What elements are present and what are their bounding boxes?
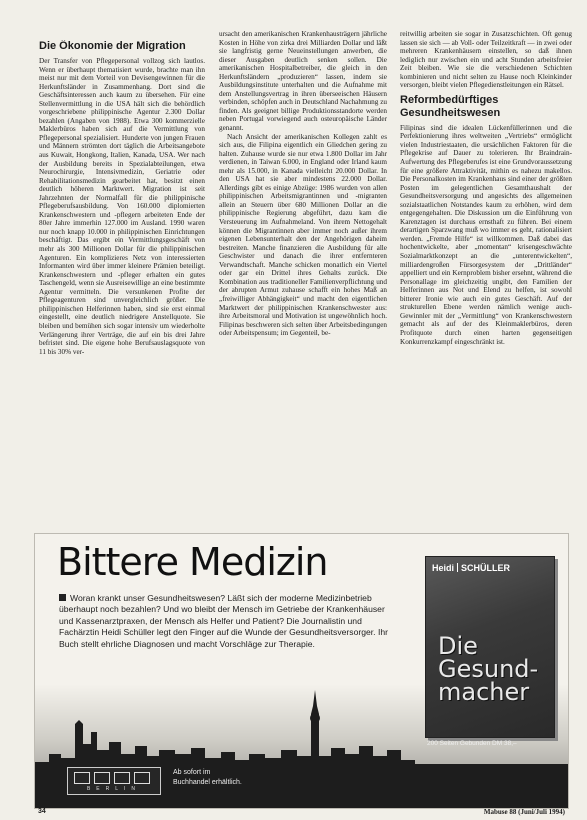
book-title-line: Die — [438, 632, 478, 660]
publisher-logo — [67, 767, 161, 795]
ad-headline: Bittere Medizin — [57, 540, 328, 584]
book-title-line: macher — [438, 678, 530, 706]
logo-box-icon — [74, 772, 90, 784]
section-heading: Reformbedürftiges Gesundheitswesen — [400, 93, 501, 119]
article-paragraph: Der Transfer von Pflegepersonal vollzog sich lautlos. Wenn er überhaupt thematisiert wurde, brachte man ihn meist nur mit dem Vorteil von Devisengewinnen für die Herkunftsländer in Zusammenhang. Dort sind die Geschäftsinteressen auch kaum zu übersehen. Für eine Stellenvermittlung in die USA hält sich die behördlich vorgeschriebene philippinische Agentur 2.300 Dollar bezahlen (Angaben von 1988). Etwa 300 kommerzielle Maklerbüros haben sich auf die Vermittlung von Pflegepersonal spezialisiert. Hunderte von jungen Frauen und Männern strömten dort täglich die Arbeitsangebote aus Kuwait, Hongkong, Italien, Kanada, USA. Wer nach der Ausbildung bereits in Spezialabteilungen, etwa Neurochirurgie, Intensivmedizin, Geriatrie oder Rehabilitationsmedizin gearbeitet hat, besitzt einen deutlich höheren Marktwert. Migration ist seit Jahrzehnten der Normalfall für die philippinische Pflegeberufsausbildung. Von 160.000 diplomierten Krankenschwestern und -pflegern arbeiteten Ende der 80er Jahre immerhin 127.000 im Ausland. 1990 waren nur noch knapp 10.000 in philippinischen Einrichtungen beschäftigt. Das ergibt ein Vermittlungsgeschäft von mehr als 300 Millionen Dollar für die philippinischen Agenturen. Ein komplizieres Netz von interessierten Informanten wird über immer kleinere Prämien beteiligt. Krankenschwestern und -pfleger erhalten ein gutes Taschengeld, wenn sie Ausreisewillige an eine bestimmte Agentur vermitteln. Die versunkenen Profite der Pflegeagenturen sind unvergleichlich größer. Die philippinischen Helferinnen haben, sind sie erst einmal eingestellt, eine deutlich niedrigere Anstellquote. Sie bleiben und bemühen sich sogar intensiv um wiederholte Verlängerung ihrer Verträge, die auf ein bis drei Jahre befristet sind. Die eigene hohe Berufsauslagsquote von 11 bis 30% ver- — [39, 57, 205, 356]
book-caption: 200 Seiten Gebunden DM 38,– — [427, 740, 517, 747]
article-paragraph: Filipinas sind die idealen Lückenfüllerinnen und die Perfektionierung ihres weltweiten „Vertriebs“ ermöglicht vielen Industriestaaten, die ursächlichen Faktoren für die Pflegekrise auf Dauer zu tolerieren. Ihr Braindrain-Aufwertung des Pflegeberufes ist eine Grundvoraussetzung für eine größere Attraktivität, mithin es nahezu makellos. Die Personalkosten im Krankenhaus sind einer der größten Posten im gelegentlichen Gesamthaushalt der Gesundheitsversorgung und angesichts des allgemeinen sozialstaatlichen Notstandes kaum zu erhöhen, wird dem entgegengehalten. Die Diskussion um die Einführung von Karenztagen ist durchaus ernsthaft zu führen. Bei einem derartigen Sparzwang muß wo immer es geht, rationalisiert werden. „Fremde Hilfe“ ist willkommen. Daß dabei das hochentwickelte, aber „momentan“ krisengeschwächte Sozialmarktkonzept an die „unterentwickelten“, milliardengroßen Fürsorgesystem der „Drittländer“ appelliert und ein Kernproblem bisher ersehnt, während die Personallage im gleichzeitig ungibt, den Familien der Helferinnen aus Not und Elend zu helfen, ist sowohl bitterer Ironie wie auch ein gutes Geschäft. Auf der strukturellen Ebene werden nämlich wenige auch-Gewinnler mit der „Vermittlung“ von Krankenschwestern gemacht als auf der des Kleinmaklerbüros, deren Profitquote durch einen harten gegenseitigen Konkurrenzkampf eingeschränkt ist. — [400, 123, 572, 346]
book-advertisement — [34, 533, 569, 809]
ad-copy-text: Woran krankt unser Gesundheitswesen? Läßt sich der moderne Medizinbetrieb überhaupt noch bezahlen? Und wo bleibt der Mensch im Getriebe der Krankenhäuser und Kassenarztpraxen, der Mensch als Helfer und Patient? Die Journalistin und Fachärztin Heidi Schüller legt den Finger auf die Wunde der Gesundheitsversorger. Ihr Buch stellt ehrliche Diagnosen und macht Vorschläge zur Therapie. — [59, 593, 388, 649]
ad-availability — [173, 768, 263, 788]
book-cover — [425, 556, 555, 738]
publisher-city: BERLIN — [86, 786, 142, 792]
availability-line: Ab sofort im — [173, 769, 211, 776]
logo-box-icon — [134, 772, 150, 784]
logo-box-icon — [114, 772, 130, 784]
book-title-line: Gesund- — [438, 655, 539, 683]
article-paragraph: Nach Ansicht der amerikanischen Kollegen zahlt es sich aus, die Filipina eigentlich ein Gliedchen gering zu halten. Zuhause wurde sie nur etwa 1.800 Dollar im Jahr verdienen, in Taiwan 6.000, in England oder Irland kaum mehr als 15.000, in Kanada vielleicht 20.000 Dollar. In den USA hat sie aber mindestens 22.000 Dollar. Allerdings gibt es einige Abzüge: 1986 wurden von allen philippinischen Arbeitsmigrantinnen und -migranten allein an Steuern über 680 Millionen Dollar an die philippinische Regierung abgeführt, dazu kam die Versteuerung im Aufnahmeland. Von ihrem Nettogehalt können die Migrantinnen aber immer noch außer ihrem eigenen Lebensunterhalt den der Angehörigen daheim bestreiten. Manche finanzieren die Ausbildung für alle Geschwister und danach die ihrer entfernteren Verwandtschaft. Manche schicken monatlich ein Viertel oder gar ein Drittel ihres Gehalts zurück. Die Kombination aus traditioneller Familienverpflichtung und der abrupten Armut zuhause schafft ein hohes Maß an „freiwilliger Abhängigkeit“ und macht den eigentlichen Marktwert der philippinischen Krankenschwester aus: ihre Arbeitsmoral und Motivation ist ungewöhnlich hoch. Filipinas beschweren sich selten über Arbeitsbedingungen oder Arbeitspensum; im Gegenteil, be- — [219, 132, 387, 338]
article-column-2 — [219, 30, 387, 568]
article-column-1 — [39, 40, 205, 568]
bullet-square-icon — [59, 594, 66, 601]
article-paragraph: ursacht den amerikanischen Krankenhausträgern jährliche Kosten in Höhe von zirka drei Milliarden Dollar und läßt sie langfristig gerne Neueinstellungen anwerben, die dieser Ausgaben deutlich senken sollen. Die amerikanischen Hospitalbetreiber, die gleich in den Herkunftsländern „produzieren“ lassen, indem sie Ausbildungsinstitute unterhalten und die Aufnahme mit dem Anstellungsvertrag in ihren überseeischen Häusern verbinden, schöpfen auch in Deutschland Nachahmung zu finden. Als geeignet billige Produktionsstandorte werden neben Portugal vorwiegend auch osteuropäische Länder genannt. — [219, 30, 387, 133]
ad-copy — [59, 593, 399, 650]
page-number: 34 — [38, 808, 46, 815]
book-author-last: SCHÜLLER — [461, 563, 511, 573]
article-column-3 — [400, 30, 572, 568]
book-author-first: Heidi — [432, 563, 455, 573]
section-heading: Die Ökonomie der Migration — [39, 40, 186, 52]
book-title — [438, 632, 548, 706]
article-paragraph: reitwillig arbeiten sie sogar in Zusatzschichten. Oft genug lassen sie sich — ab Voll- oder Teilzeitkraft — in zwei oder mehreren Krankenhäusern einstellen, so daß ihnen lediglich nur zwischen ein und acht Stunden arbeitsfreier Zeit bleiben. Wie sie die verschiedenen Schichten kombinieren und nicht selten zu Hause noch Kleinkinder versorgen, bleibt vielen Pflegedienstleitungen ein Rätsel. — [400, 30, 572, 90]
availability-line: Buchhandel erhältlich. — [173, 779, 242, 786]
logo-box-icon — [94, 772, 110, 784]
issue-reference: Mabuse 88 (Juni/Juli 1994) — [483, 808, 565, 816]
book-author — [432, 563, 510, 573]
divider — [457, 563, 458, 572]
